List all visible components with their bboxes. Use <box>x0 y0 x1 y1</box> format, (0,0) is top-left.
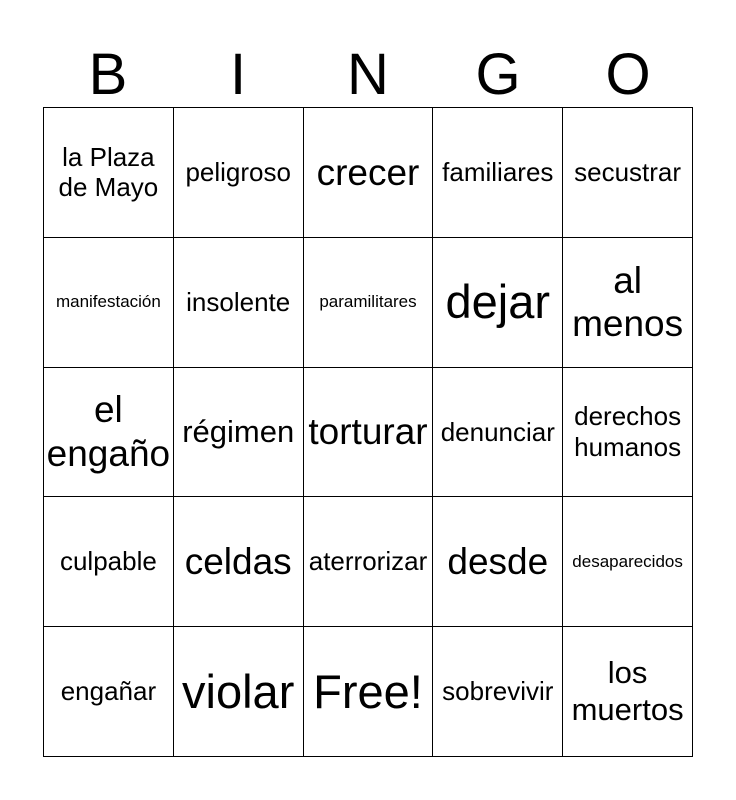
bingo-cell-r3-c4[interactable] <box>433 368 563 498</box>
cell-text: violar <box>182 664 295 718</box>
bingo-cell-r1-c1[interactable] <box>44 108 174 238</box>
cell-text: dejar <box>445 275 551 329</box>
cell-text: paramilitares <box>319 292 417 312</box>
bingo-board <box>43 107 693 757</box>
cell-text: crecer <box>316 151 420 193</box>
bingo-cell-r4-c3[interactable] <box>304 497 434 627</box>
bingo-cell-free-space[interactable] <box>304 627 434 757</box>
bingo-cell-r2-c2[interactable] <box>174 238 304 368</box>
cell-text: el engaño <box>46 389 171 474</box>
cell-text: insolente <box>186 286 291 317</box>
cell-text: aterrorizar <box>308 546 428 577</box>
bingo-cell-r1-c3[interactable] <box>304 108 434 238</box>
bingo-cell-r2-c1[interactable] <box>44 238 174 368</box>
bingo-cell-r1-c2[interactable] <box>174 108 304 238</box>
bingo-cell-r2-c3[interactable] <box>304 238 434 368</box>
cell-text: Free! <box>313 664 423 718</box>
header-letter-o: O <box>605 42 651 107</box>
bingo-cell-r2-c4[interactable] <box>433 238 563 368</box>
bingo-cell-r2-c5[interactable] <box>563 238 693 368</box>
cell-text: manifestación <box>55 292 161 312</box>
bingo-header <box>43 42 693 108</box>
cell-text: los muertos <box>571 655 684 727</box>
bingo-cell-r4-c2[interactable] <box>174 497 304 627</box>
cell-text: secustrar <box>574 157 682 188</box>
bingo-cell-r3-c3[interactable] <box>304 368 434 498</box>
bingo-cell-r5-c4[interactable] <box>433 627 563 757</box>
bingo-cell-r5-c2[interactable] <box>174 627 304 757</box>
cell-text: desaparecidos <box>572 551 683 571</box>
header-letter-g: G <box>475 42 521 107</box>
bingo-cell-r4-c4[interactable] <box>433 497 563 627</box>
bingo-cell-r1-c4[interactable] <box>433 108 563 238</box>
cell-text: desde <box>447 540 549 582</box>
header-letter-b: B <box>88 42 128 107</box>
cell-text: derechos humanos <box>574 401 682 462</box>
cell-text: régimen <box>182 413 295 449</box>
cell-text: denunciar <box>440 416 555 447</box>
cell-text: al menos <box>572 259 684 345</box>
bingo-cell-r4-c5[interactable] <box>563 497 693 627</box>
bingo-cell-r4-c1[interactable] <box>44 497 174 627</box>
cell-text: celdas <box>184 540 292 582</box>
cell-text: engañar <box>60 676 157 707</box>
header-letter-n: N <box>347 42 389 107</box>
cell-text: torturar <box>308 411 428 453</box>
cell-text: la Plaza de Mayo <box>58 141 159 203</box>
header-letter-i: I <box>229 42 247 107</box>
bingo-cell-r1-c5[interactable] <box>563 108 693 238</box>
bingo-cell-r3-c5[interactable] <box>563 368 693 498</box>
bingo-cell-r3-c2[interactable] <box>174 368 304 498</box>
cell-text: culpable <box>59 546 157 577</box>
bingo-cell-r3-c1[interactable] <box>44 368 174 498</box>
bingo-cell-r5-c5[interactable] <box>563 627 693 757</box>
cell-text: familiares <box>442 157 554 188</box>
cell-text: peligroso <box>185 157 291 188</box>
cell-text: sobrevivir <box>442 676 554 707</box>
bingo-cell-r5-c1[interactable] <box>44 627 174 757</box>
